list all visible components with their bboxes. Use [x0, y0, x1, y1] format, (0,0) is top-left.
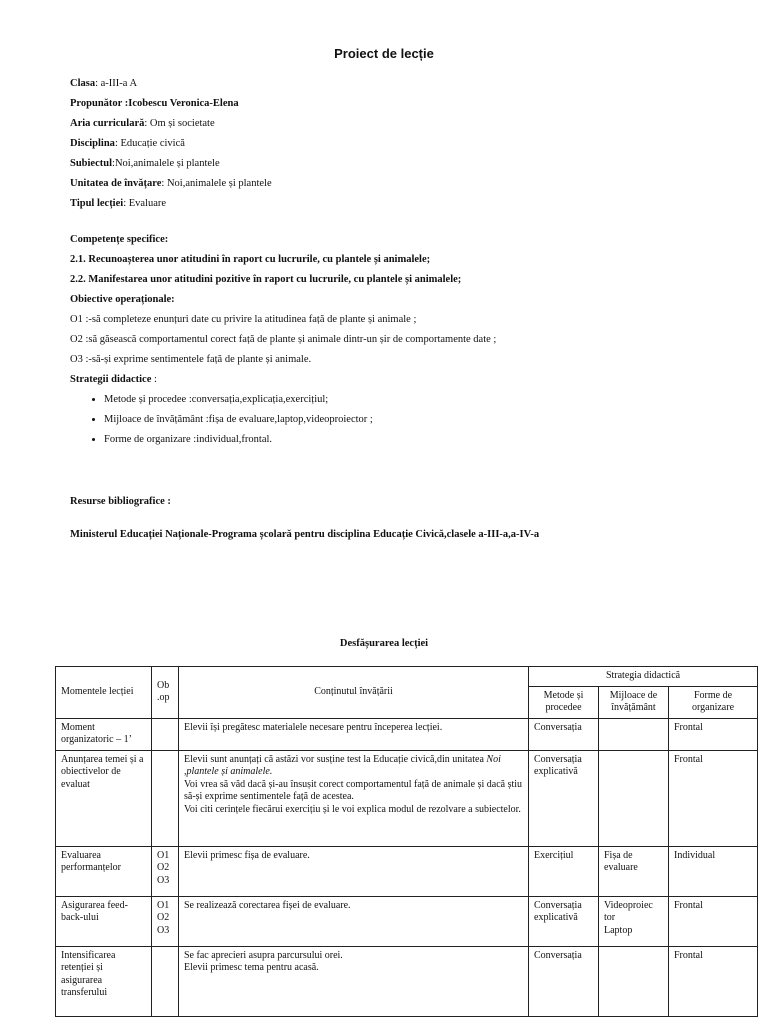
lesson-flow-heading: Desfășurarea lecției: [339, 638, 429, 649]
cell-ob: O1 O2 O3: [152, 896, 179, 946]
lesson-meta: [70, 74, 272, 214]
cell-moment: Moment organizatoric – 1’: [56, 718, 152, 750]
header-ob: Ob .op: [152, 667, 179, 719]
cell-forme: Frontal: [669, 750, 758, 846]
meta-discipline: Disciplina: Educație civică: [70, 138, 185, 149]
cell-mijloace: Videoproiec tor Laptop: [599, 896, 669, 946]
cell-continut: Elevii sunt anunțați că astăzi vor susține test la Educație civică,din unitatea Noi ,plantele și animalele. Voi vrea să văd dacă și-au însușit corect comportamentul față de animale și dacă știu să-și exprime sentimentele față de acestea. Voi citi cerințele fiecărui exercițiu și le voi explica modul de rezolvare a subiectelor.: [179, 750, 529, 846]
meta-class: Clasa: a-III-a A: [70, 78, 138, 89]
cell-moment: Anunțarea temei și a obiectivelor de evaluat: [56, 750, 152, 846]
table-row: [56, 946, 758, 1016]
strategies-list: [70, 390, 720, 450]
cell-ob: [152, 750, 179, 846]
competence-2-2: 2.2. Manifestarea unor atitudini pozitive în raport cu lucrurile, cu plantele și animalele;: [70, 274, 462, 285]
header-strategia: Strategia didactică: [529, 667, 758, 687]
cell-continut: Elevii își pregătesc materialele necesare pentru începerea lecției.: [179, 718, 529, 750]
competences-heading: Competențe specifice:: [70, 234, 169, 245]
meta-area: Aria curriculară: Om și societate: [70, 118, 215, 129]
table-row: [56, 896, 758, 946]
table-row: [56, 750, 758, 846]
cell-moment: Intensificarea retenției și asigurarea transferului: [56, 946, 152, 1016]
cell-forme: Frontal: [669, 946, 758, 1016]
cell-metode: Exercițiul: [529, 846, 599, 896]
list-item: • Mijloace de învățământ :fișa de evaluare,laptop,videoproiector ;: [104, 410, 720, 430]
resources-heading: Resurse bibliografice :: [70, 496, 171, 507]
table-row: [56, 718, 758, 750]
competences-section: [70, 230, 720, 450]
cell-metode: Conversația: [529, 718, 599, 750]
cell-mijloace: [599, 750, 669, 846]
lesson-plan-table: [55, 666, 758, 1017]
list-item: • Forme de organizare :individual,frontal.: [104, 430, 720, 450]
meta-lesson-type: Tipul lecției: Evaluare: [70, 198, 167, 209]
cell-metode: Conversația explicativă: [529, 750, 599, 846]
table-header-row: [56, 667, 758, 687]
cell-moment: Evaluarea performanțelor: [56, 846, 152, 896]
meta-unit: Unitatea de învățare: Noi,animalele și plantele: [70, 178, 272, 189]
objective-o2: O2 :să găsească comportamentul corect față de plante și animale dintr-un șir de comportamente date ;: [70, 334, 497, 345]
cell-forme: Individual: [669, 846, 758, 896]
cell-ob: [152, 718, 179, 750]
resources-item: Ministerul Educației Naționale-Programa școlară pentru disciplina Educație Civică,clasele a-III-a,a-IV-a: [70, 529, 540, 540]
objectives-heading: Obiective operaționale:: [70, 294, 175, 305]
document-title: Proiect de lecție: [334, 46, 434, 61]
strategies-heading: Strategii didactice :: [70, 374, 157, 385]
competence-2-1: 2.1. Recunoașterea unor atitudini în raport cu lucrurile, cu plantele și animalele;: [70, 254, 431, 265]
cell-ob: O1 O2 O3: [152, 846, 179, 896]
meta-teacher: Propunător :Icobescu Veronica-Elena: [70, 98, 239, 109]
list-item: • Metode și procedee :conversația,explicația,exercițiul;: [104, 390, 720, 410]
cell-mijloace: Fișa de evaluare: [599, 846, 669, 896]
cell-metode: Conversația explicativă: [529, 896, 599, 946]
header-momente: Momentele lecției: [56, 667, 152, 719]
header-forme: Forme de organizare: [669, 686, 758, 718]
cell-metode: Conversația: [529, 946, 599, 1016]
objective-o3: O3 :-să-și exprime sentimentele față de plante și animale.: [70, 354, 312, 365]
meta-subject: Subiectul:Noi,animalele și plantele: [70, 158, 220, 169]
table-row: [56, 846, 758, 896]
cell-moment: Asigurarea feed-back-ului: [56, 896, 152, 946]
cell-mijloace: [599, 718, 669, 750]
objective-o1: O1 :-să completeze enunțuri date cu privire la atitudinea față de plante și animale ;: [70, 314, 417, 325]
cell-forme: Frontal: [669, 896, 758, 946]
header-continut: Conținutul învățării: [179, 667, 529, 719]
cell-ob: [152, 946, 179, 1016]
cell-continut: Elevii primesc fișa de evaluare.: [179, 846, 529, 896]
cell-continut: Se fac aprecieri asupra parcursului orei. Elevii primesc tema pentru acasă.: [179, 946, 529, 1016]
cell-continut: Se realizează corectarea fișei de evaluare.: [179, 896, 529, 946]
cell-forme: Frontal: [669, 718, 758, 750]
cell-mijloace: [599, 946, 669, 1016]
header-metode: Metode și procedee: [529, 686, 599, 718]
header-mijloace: Mijloace de învățământ: [599, 686, 669, 718]
